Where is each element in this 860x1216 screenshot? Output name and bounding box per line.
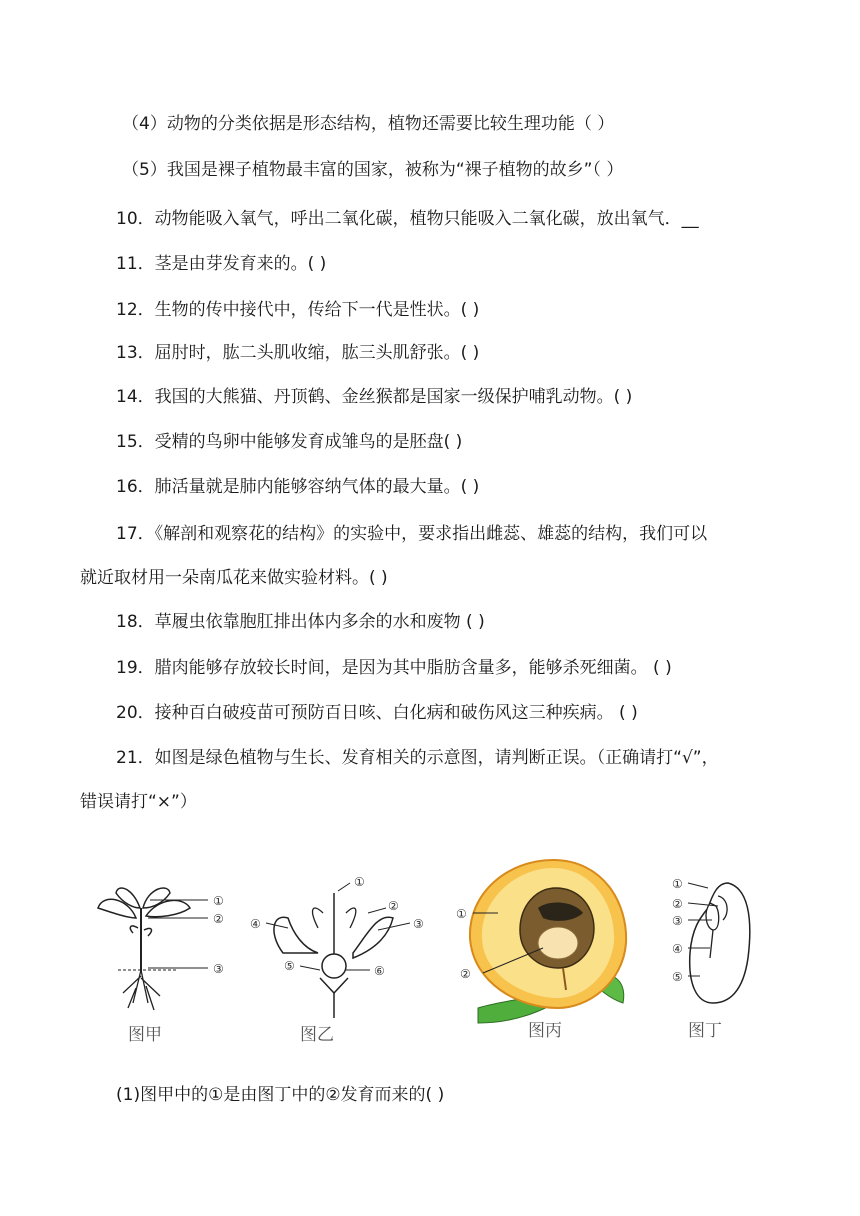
marker-3: ③ (413, 917, 424, 931)
marker-2: ② (460, 967, 471, 981)
marker-6: ⑥ (374, 964, 385, 978)
question-16: 16．肺活量就是肺内能够容纳气体的最大量。( ) (116, 477, 480, 497)
question-10: 10．动物能吸入氧气，呼出二氧化碳，植物只能吸入二氧化碳，放出氧气．__ (116, 209, 699, 229)
marker-1: ① (456, 907, 467, 921)
figure-ding-seed (672, 877, 750, 1041)
marker-1: ① (672, 877, 683, 891)
figure-yi-flower (250, 875, 424, 1045)
marker-5: ⑤ (284, 959, 295, 973)
question-17-line-1: 17．《解剖和观察花的结构》的实验中，要求指出雌蕊、雄蕊的结构，我们可以 (116, 524, 708, 544)
question-9-5: （5）我国是裸子植物最丰富的国家，被称为“裸子植物的故乡”（ ） (122, 160, 624, 180)
figure-label-bing: 图丙 (528, 1021, 562, 1041)
plant-diagram-figure (88, 858, 768, 1048)
marker-4: ④ (672, 942, 683, 956)
marker-4: ④ (250, 917, 261, 931)
question-11: 11．茎是由芽发育来的。( ) (116, 254, 327, 274)
marker-3: ③ (213, 962, 224, 976)
marker-2: ② (388, 899, 399, 913)
question-21-line-1: 21．如图是绿色植物与生长、发育相关的示意图，请判断正误。（正确请打“√”， (116, 748, 719, 768)
marker-1: ① (354, 875, 365, 889)
question-14: 14．我国的大熊猫、丹顶鹤、金丝猴都是国家一级保护哺乳动物。( ) (116, 387, 633, 407)
figure-label-ding: 图丁 (688, 1021, 722, 1041)
figure-bing-peach (456, 860, 626, 1041)
marker-1: ① (213, 894, 224, 908)
figure-label-yi: 图乙 (300, 1025, 334, 1045)
question-21-sub-1: (1)图甲中的①是由图丁中的②发育而来的( ) (116, 1085, 445, 1105)
question-18: 18．草履虫依靠胞肛排出体内多余的水和废物 ( ) (116, 612, 485, 632)
figure-label-jia: 图甲 (128, 1025, 162, 1045)
question-15: 15．受精的鸟卵中能够发育成雏鸟的是胚盘( ) (116, 432, 463, 452)
marker-2: ② (213, 912, 224, 926)
question-9-4: （4）动物的分类依据是形态结构，植物还需要比较生理功能（ ） (122, 114, 615, 134)
marker-3: ③ (672, 914, 683, 928)
marker-2: ② (672, 897, 683, 911)
marker-5: ⑤ (672, 970, 683, 984)
figure-jia-seedling (98, 888, 224, 1045)
question-21-line-2: 错误请打“×”） (80, 792, 197, 812)
question-20: 20．接种百白破疫苗可预防百日咳、白化病和破伤风这三种疾病。 ( ) (116, 703, 638, 723)
question-17-line-2: 就近取材用一朵南瓜花来做实验材料。( ) (80, 568, 388, 588)
question-19: 19．腊肉能够存放较长时间，是因为其中脂肪含量多，能够杀死细菌。 ( ) (116, 658, 672, 678)
question-12: 12．生物的传中接代中，传给下一代是性状。( ) (116, 300, 480, 320)
question-13: 13．屈肘时，肱二头肌收缩，肱三头肌舒张。( ) (116, 343, 480, 363)
